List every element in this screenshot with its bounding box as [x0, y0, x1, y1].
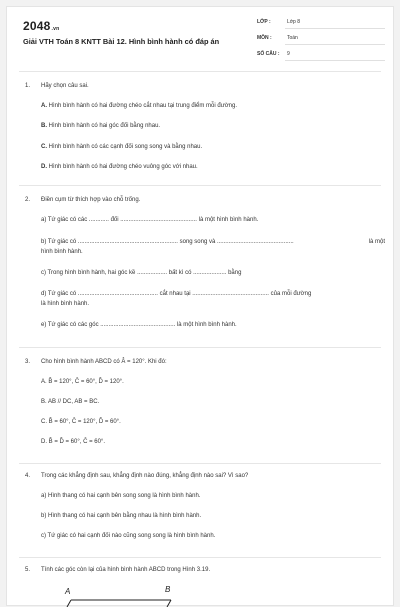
- option-label: A.: [41, 103, 47, 109]
- document-header: [7, 7, 393, 73]
- question-divider: [19, 463, 381, 464]
- option-d[interactable]: [41, 164, 198, 170]
- meta-question-count: [257, 49, 385, 61]
- meta-subject: [257, 33, 385, 45]
- question-number: 1.: [25, 83, 31, 89]
- logo-main: 2048: [23, 19, 51, 33]
- option-c[interactable]: [41, 144, 202, 150]
- meta-underline: [285, 28, 385, 29]
- question-text: Cho hình bình hành ABCD có Â = 120°. Khi đó:: [41, 359, 167, 365]
- logo-sub: .vn: [51, 26, 60, 32]
- vertex-label-a: A: [65, 587, 71, 596]
- fill-item-b-cont: hình bình hành.: [41, 249, 83, 255]
- option-a[interactable]: A. B̂ = 120°, Ĉ = 60°, D̂ = 120°.: [41, 379, 124, 385]
- meta-underline: [285, 44, 385, 45]
- question-divider: [19, 185, 381, 186]
- fill-item-c: c) Trong hình bình hành, hai góc kề .................. bất kì có .................... bằng: [41, 270, 242, 276]
- fill-item-b: b) Tứ giác có ............................................................ song song và ..............................................: [41, 239, 294, 245]
- meta-underline: [285, 60, 385, 61]
- fill-item-b-end: là một: [368, 239, 385, 245]
- question-number: 5.: [25, 567, 31, 573]
- question-text: Trong các khẳng định sau, khẳng định nào đúng, khẳng định nào sai? Vì sao?: [41, 473, 249, 479]
- question-text: Điền cụm từ thích hợp vào chỗ trống.: [41, 197, 141, 203]
- option-a[interactable]: [41, 103, 237, 109]
- page-title: Giải VTH Toán 8 KNTT Bài 12. Hình bình hành có đáp án: [23, 37, 220, 46]
- fill-item-d: d) Tứ giác có ................................................ cắt nhau tại .............................................. của mỗi đường: [41, 291, 312, 297]
- fill-item-e: e) Tứ giác có các góc ............................................. là một hình bình hành.: [41, 322, 237, 328]
- meta-key: MÔN :: [257, 35, 272, 41]
- question-number: 4.: [25, 473, 31, 479]
- header-divider: [19, 71, 381, 72]
- parallelogram-figure: [57, 587, 197, 607]
- question-number: 2.: [25, 197, 31, 203]
- option-c[interactable]: C. B̂ = 60°, Ĉ = 120°, D̂ = 60°.: [41, 419, 121, 425]
- meta-value: Toán: [287, 35, 298, 41]
- question-divider: [19, 347, 381, 348]
- meta-value: Lớp 8: [287, 19, 301, 25]
- vertex-label-b: B: [165, 585, 171, 594]
- meta-key: SỐ CÂU :: [257, 51, 280, 57]
- option-d[interactable]: D. B̂ = D̂ = 60°, Ĉ = 60°.: [41, 439, 105, 445]
- fill-item-d-cont: là hình bình hành.: [41, 301, 90, 307]
- meta-class: [257, 17, 385, 29]
- question-text: Hãy chọn câu sai.: [41, 83, 89, 89]
- statement-b: b) Hình thang có hai cạnh bên bằng nhau là hình bình hành.: [41, 513, 202, 519]
- fill-item-a: a) Tứ giác có các ............ đối .............................................. là một hình bình hành.: [41, 217, 259, 223]
- option-text: Hình bình hành có hai đường chéo vuông góc với nhau.: [48, 164, 198, 170]
- option-label: B.: [41, 123, 47, 129]
- option-label: C.: [41, 144, 47, 150]
- question-number: 3.: [25, 359, 31, 365]
- option-b[interactable]: [41, 123, 160, 129]
- option-text: Hình bình hành có hai đường chéo cắt nhau tại trung điểm mỗi đường.: [48, 103, 238, 109]
- meta-value: 9: [287, 51, 290, 57]
- statement-a: a) Hình thang có hai cạnh bên song song là hình bình hành.: [41, 493, 201, 499]
- statement-c: c) Tứ giác có hai cạnh đối nào cũng song song là hình bình hành.: [41, 533, 216, 539]
- meta-key: LỚP :: [257, 19, 271, 25]
- option-text: Hình bình hành có các cạnh đối song song và bằng nhau.: [48, 144, 203, 150]
- option-label: D.: [41, 164, 47, 170]
- option-text: Hình bình hành có hai góc đối bằng nhau.: [48, 123, 161, 129]
- option-b[interactable]: B. AB // DC, AB = BC.: [41, 399, 100, 405]
- document-page: [6, 6, 394, 606]
- question-text: Tính các góc còn lại của hình bình hành ABCD trong Hình 3.19.: [41, 567, 211, 573]
- question-divider: [19, 557, 381, 558]
- figure-3-19: [57, 587, 197, 607]
- site-logo[interactable]: [23, 19, 59, 33]
